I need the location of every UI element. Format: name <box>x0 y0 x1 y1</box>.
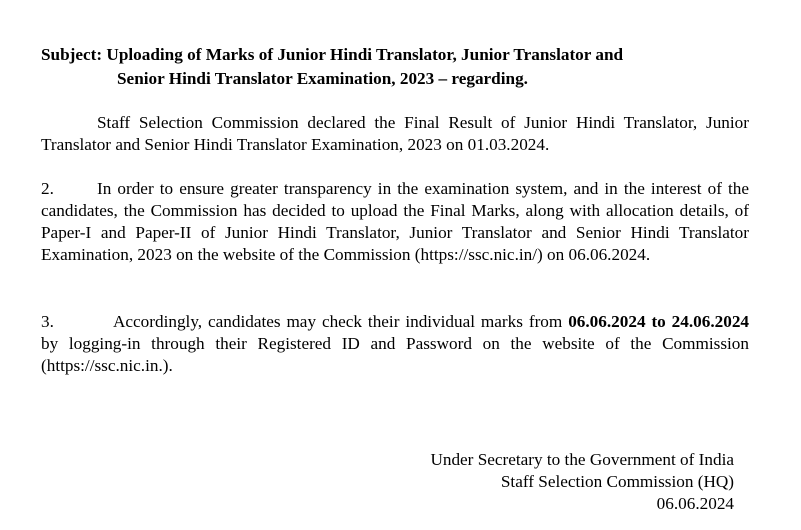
paragraph-3-bold-dates: 06.06.2024 to 24.06.2024 <box>568 312 750 331</box>
paragraph-2 <box>41 178 749 266</box>
signature-date: 06.06.2024 <box>656 494 734 513</box>
subject-line-2: Senior Hindi Translator Examination, 2023 – regarding. <box>117 69 528 88</box>
paragraph-3-text-before: Accordingly, candidates may check their individual marks from <box>113 312 563 331</box>
paragraph-2-number: 2. <box>41 179 54 198</box>
signature-designation: Under Secretary to the Government of India <box>430 450 734 469</box>
paragraph-2-text: In order to ensure greater transparency in the examination system, and in the interest of the candidates, the Commission has decided to upload the Final Marks, along with allocation details, of Paper-I and Paper-II of Junior Hindi Translator, Junior Translator and Senior Hindi Translator Examination, 2023 on the website of the Commission (https://ssc.nic.in/) on 06.06.2024. <box>41 179 749 264</box>
paragraph-3-number: 3. <box>41 312 54 331</box>
paragraph-3 <box>41 311 749 377</box>
subject-heading <box>41 44 741 90</box>
paragraph-1-text: Staff Selection Commission declared the Final Result of Junior Hindi Translator, Junior Translator and Senior Hindi Translator Examination, 2023 on 01.03.2024. <box>41 113 749 154</box>
subject-line-1: Subject: Uploading of Marks of Junior Hindi Translator, Junior Translator and <box>41 45 624 64</box>
signature-block <box>430 449 734 515</box>
signature-office: Staff Selection Commission (HQ) <box>500 472 734 491</box>
paragraph-3-text-after: by logging-in through their Registered ID and Password on the website of the Commission (https://ssc.nic.in.). <box>41 334 749 375</box>
paragraph-1 <box>41 112 749 156</box>
